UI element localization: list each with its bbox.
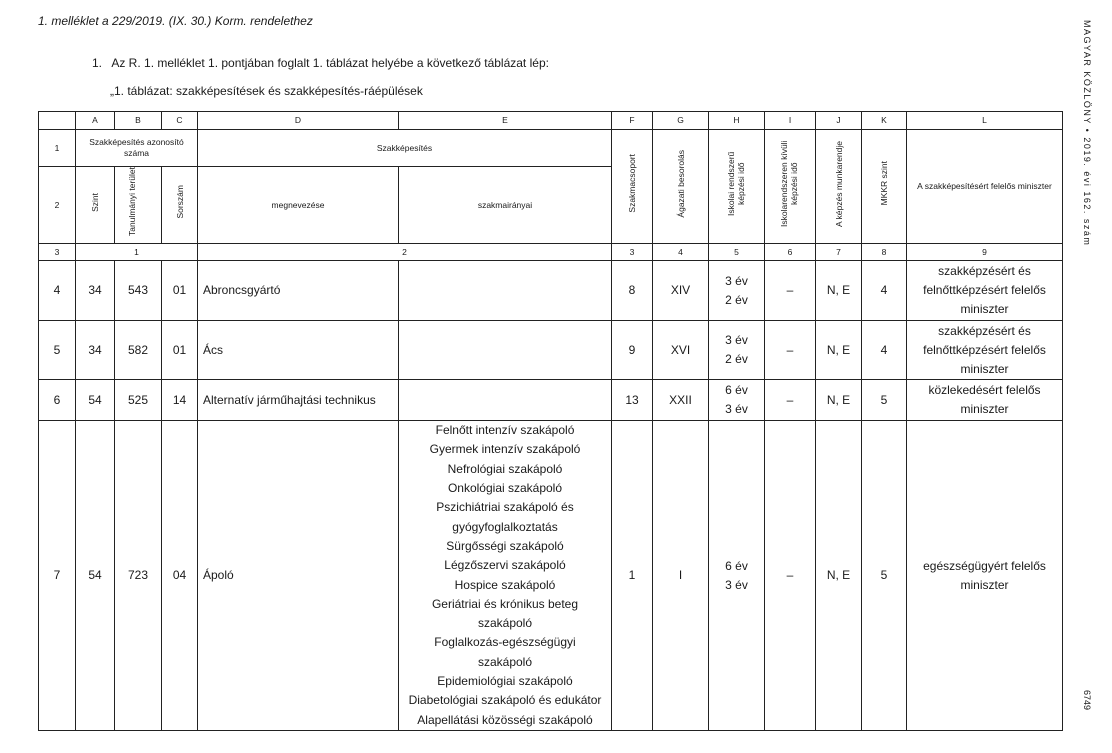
branch-item: Nefrológiai szakápoló bbox=[447, 461, 563, 476]
branch-item: Foglalkozás-egészségügyi bbox=[434, 635, 576, 650]
mkkr-cell: 5 bbox=[862, 421, 907, 731]
level-header: Szint bbox=[76, 167, 115, 244]
name-cell: Alternatív járműhajtási technikus bbox=[198, 380, 399, 421]
level-cell: 34 bbox=[76, 261, 115, 321]
schedule-cell: N, E bbox=[816, 421, 862, 731]
header-row-1 bbox=[39, 130, 1063, 167]
serial-cell: 01 bbox=[162, 321, 198, 380]
annex-title: 1. melléklet a 229/2019. (IX. 30.) Korm. rendelethez bbox=[38, 14, 313, 28]
col-letter: J bbox=[816, 112, 862, 130]
id-group-header: Szakképesítés azonosító száma bbox=[76, 130, 198, 167]
branch-item: Pszichiátriai szakápoló és bbox=[436, 500, 574, 515]
col-letter: A bbox=[76, 112, 115, 130]
row-number: 5 bbox=[39, 321, 76, 380]
branch-item: Sürgősségi szakápoló bbox=[446, 538, 564, 553]
mkkr-cell: 4 bbox=[862, 321, 907, 380]
branches-header: szakmairányai bbox=[399, 167, 612, 244]
schedule-header: A képzés munkarendje bbox=[816, 130, 862, 244]
row-number: 2 bbox=[39, 167, 76, 244]
minister-cell: szakképzésért és felnőttképzésért felelős miniszter bbox=[907, 321, 1063, 380]
level-cell: 54 bbox=[76, 380, 115, 421]
serial-cell: 01 bbox=[162, 261, 198, 321]
col-group-number: 7 bbox=[816, 244, 862, 261]
col-group-number: 5 bbox=[709, 244, 765, 261]
header-row-3 bbox=[39, 244, 1063, 261]
col-letter: D bbox=[198, 112, 399, 130]
name-header: megnevezése bbox=[198, 167, 399, 244]
group-cell: 8 bbox=[612, 261, 653, 321]
col-group-number: 9 bbox=[907, 244, 1063, 261]
level-cell: 54 bbox=[76, 421, 115, 731]
branches-cell bbox=[399, 421, 612, 731]
branch-item: szakápoló bbox=[477, 616, 533, 631]
time-cell: 6 év 3 év bbox=[709, 421, 765, 731]
minister-cell: szakképzésért és felnőttképzésért felelős miniszter bbox=[907, 261, 1063, 321]
journal-running-head: MAGYAR KÖZLÖNY • 2019. évi 162. szám bbox=[1082, 20, 1092, 247]
group-cell: 9 bbox=[612, 321, 653, 380]
area-cell: 543 bbox=[115, 261, 162, 321]
branch-item: Geriátriai és krónikus beteg bbox=[431, 596, 579, 611]
table-caption: „1. táblázat: szakképesítések és szakképesítés-ráépülések bbox=[110, 84, 423, 98]
schedule-cell: N, E bbox=[816, 380, 862, 421]
minister-cell: egészségügyért felelős miniszter bbox=[907, 421, 1063, 731]
col-group-number: 6 bbox=[765, 244, 816, 261]
time-cell: 6 év 3 év bbox=[709, 380, 765, 421]
col-letter: F bbox=[612, 112, 653, 130]
col-group-number: 8 bbox=[862, 244, 907, 261]
branch-item: Hospice szakápoló bbox=[454, 577, 556, 592]
row-number: 7 bbox=[39, 421, 76, 731]
nonschool-time-header: Iskolarendszeren kívüli képzési idő bbox=[765, 130, 816, 244]
col-group-number: 1 bbox=[76, 244, 198, 261]
school-time-header: Iskolai rendszerű képzési idő bbox=[709, 130, 765, 244]
mkkr-cell: 4 bbox=[862, 261, 907, 321]
nonschool-cell: – bbox=[765, 421, 816, 731]
sector-cell: XXII bbox=[653, 380, 709, 421]
row-number: 6 bbox=[39, 380, 76, 421]
page-number: 6749 bbox=[1082, 690, 1092, 711]
column-letter-row bbox=[39, 112, 1063, 130]
time-cell: 3 év 2 év bbox=[709, 261, 765, 321]
area-header: Tanulmányi terület bbox=[115, 167, 162, 244]
col-letter: K bbox=[862, 112, 907, 130]
col-letter: G bbox=[653, 112, 709, 130]
row-number: 4 bbox=[39, 261, 76, 321]
group-cell: 13 bbox=[612, 380, 653, 421]
branches-cell bbox=[399, 261, 612, 321]
nonschool-cell: – bbox=[765, 380, 816, 421]
mkkr-header: MKKR szint bbox=[862, 130, 907, 244]
table-row bbox=[39, 261, 1063, 321]
branches-cell bbox=[399, 380, 612, 421]
group-header: Szakmacsoport bbox=[612, 130, 653, 244]
qualifications-table bbox=[38, 111, 1063, 731]
area-cell: 723 bbox=[115, 421, 162, 731]
branch-item: Gyermek intenzív szakápoló bbox=[429, 442, 581, 457]
time-cell: 3 év 2 év bbox=[709, 321, 765, 380]
table-row bbox=[39, 321, 1063, 380]
group-cell: 1 bbox=[612, 421, 653, 731]
row-number: 1 bbox=[39, 130, 76, 167]
schedule-cell: N, E bbox=[816, 321, 862, 380]
branch-item: Légzőszervi szakápoló bbox=[444, 558, 566, 573]
branch-item: Alapellátási közösségi szakápoló bbox=[417, 712, 593, 727]
name-cell: Ápoló bbox=[198, 421, 399, 731]
name-cell: Ács bbox=[198, 321, 399, 380]
col-group-number: 4 bbox=[653, 244, 709, 261]
branch-item: szakápoló bbox=[477, 654, 533, 669]
minister-header: A szakképesítésért felelős miniszter bbox=[907, 130, 1063, 244]
col-letter: B bbox=[115, 112, 162, 130]
minister-cell: közlekedésért felelős miniszter bbox=[907, 380, 1063, 421]
branch-item: Felnőtt intenzív szakápoló bbox=[435, 423, 575, 438]
branch-item: Onkológiai szakápoló bbox=[447, 481, 563, 496]
qualification-group-header: Szakképesítés bbox=[198, 130, 612, 167]
intro-text: 1. Az R. 1. melléklet 1. pontjában foglalt 1. táblázat helyébe a következő táblázat lép: bbox=[92, 56, 549, 70]
sector-cell: XIV bbox=[653, 261, 709, 321]
nonschool-cell: – bbox=[765, 321, 816, 380]
table-row bbox=[39, 380, 1063, 421]
sector-cell: XVI bbox=[653, 321, 709, 380]
branches-cell bbox=[399, 321, 612, 380]
col-group-number: 2 bbox=[198, 244, 612, 261]
level-cell: 34 bbox=[76, 321, 115, 380]
serial-cell: 14 bbox=[162, 380, 198, 421]
serial-cell: 04 bbox=[162, 421, 198, 731]
mkkr-cell: 5 bbox=[862, 380, 907, 421]
branch-item: Epidemiológiai szakápoló bbox=[437, 673, 573, 688]
sector-cell: I bbox=[653, 421, 709, 731]
schedule-cell: N, E bbox=[816, 261, 862, 321]
serial-header: Sorszám bbox=[162, 167, 198, 244]
area-cell: 525 bbox=[115, 380, 162, 421]
sector-header: Ágazati besorolás bbox=[653, 130, 709, 244]
col-letter: E bbox=[399, 112, 612, 130]
name-cell: Abroncsgyártó bbox=[198, 261, 399, 321]
area-cell: 582 bbox=[115, 321, 162, 380]
table-row bbox=[39, 421, 1063, 731]
branch-item: gyógyfoglalkoztatás bbox=[452, 519, 558, 534]
col-letter: C bbox=[162, 112, 198, 130]
col-group-number: 3 bbox=[612, 244, 653, 261]
corner-cell bbox=[39, 112, 76, 130]
nonschool-cell: – bbox=[765, 261, 816, 321]
row-number: 3 bbox=[39, 244, 76, 261]
col-letter: H bbox=[709, 112, 765, 130]
branch-item: Diabetológiai szakápoló és edukátor bbox=[408, 693, 602, 708]
col-letter: I bbox=[765, 112, 816, 130]
col-letter: L bbox=[907, 112, 1063, 130]
